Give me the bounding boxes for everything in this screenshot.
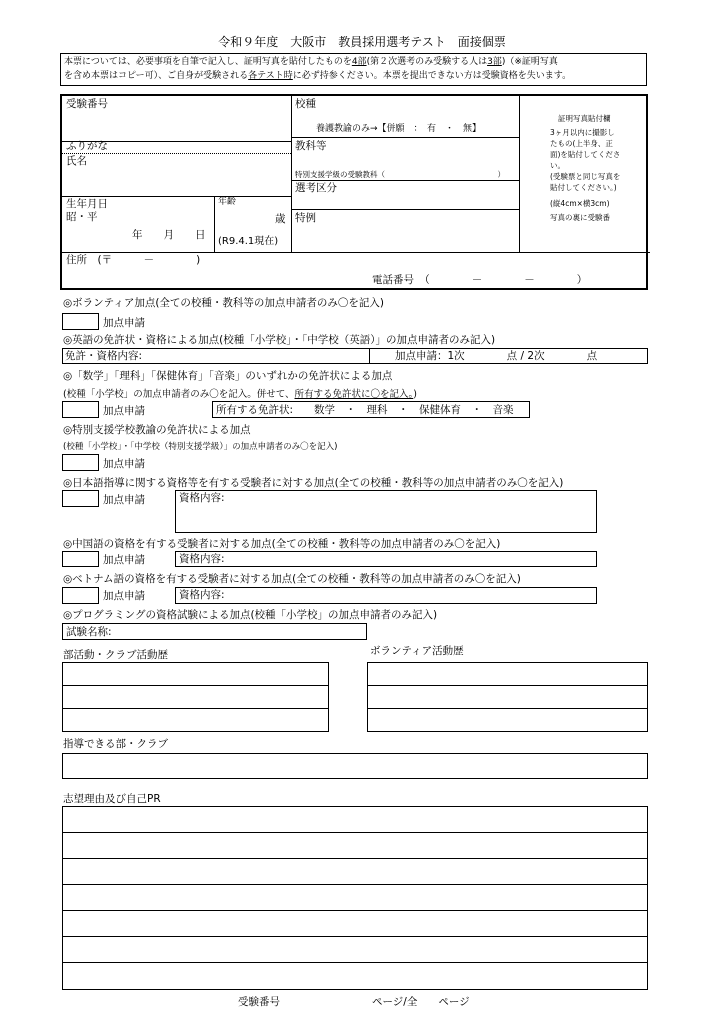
chinese-apply-label: 加点申請 xyxy=(103,554,145,566)
school-type-label: 校種 xyxy=(295,98,316,110)
license-options: 所有する免許状: 数学 ・ 理科 ・ 保健体育 ・ 音楽 xyxy=(216,404,514,416)
photo-note-line: 写真の裏に受験番 xyxy=(550,213,610,222)
programming-heading: ◎プログラミングの資格試験による加点(校種「小学校」の加点申請者のみ記入) xyxy=(63,609,438,621)
age-label: 年齢 xyxy=(218,197,237,207)
birthdate-label: 生年月日 xyxy=(66,198,108,210)
english-points-label: 加点申請：1次 点 / 2次 点 xyxy=(395,350,598,362)
footer-exam-number: 受験番号 xyxy=(238,996,280,1008)
japanese-content-label: 資格内容: xyxy=(179,492,225,504)
photo-note-line: 面)を貼付してくださ xyxy=(550,150,621,159)
special-support-apply-label: 加点申請 xyxy=(103,458,145,470)
vietnamese-apply-box[interactable] xyxy=(62,587,99,604)
date-fields: 年 月 日 xyxy=(132,229,206,241)
photo-note-line: (受験票と同じ写真を xyxy=(550,172,621,181)
chinese-heading: ◎中国語の資格を有する受験者に対する加点(全ての校種・教科等の加点申請者のみ〇を記入) xyxy=(63,538,501,550)
vietnamese-heading: ◎ベトナム語の資格を有する受験者に対する加点(全ての校種・教科等の加点申請者のみ〇を記入) xyxy=(63,573,521,585)
photo-note-line: たもの(上半身、正 xyxy=(550,139,613,148)
exam-number-label: 受験番号 xyxy=(66,98,108,110)
english-row xyxy=(62,348,648,364)
photo-title: 証明写真貼付欄 xyxy=(558,114,611,123)
photo-note-line: 貼付してください。) xyxy=(550,183,617,192)
photo-note-line: い。 xyxy=(550,161,565,170)
club-history-label: 部活動・クラブ活動歴 xyxy=(63,649,168,661)
license-box xyxy=(212,401,530,418)
era-label: 昭・平 xyxy=(66,211,98,223)
volunteer-heading: ◎ボランティア加点(全ての校種・教科等の加点申請者のみ〇を記入) xyxy=(63,297,385,309)
subjects-apply-box[interactable] xyxy=(62,401,99,418)
special-case-label: 特例 xyxy=(295,212,316,224)
japanese-apply-label: 加点申請 xyxy=(103,494,145,506)
furigana-label: ふりがな xyxy=(66,140,108,152)
chinese-content-label: 資格内容: xyxy=(179,553,225,565)
japanese-apply-box[interactable] xyxy=(62,490,99,507)
personal-info-form xyxy=(60,94,648,290)
english-content-label: 免許・資格内容: xyxy=(65,350,143,362)
motivation-label: 志望理由及び自己PR xyxy=(63,793,161,805)
notice-line-2: を含め本票はコピー可）、ご自身が受験される各テスト時に必ず持参ください。本票を提出できない方は受験資格を失います。 xyxy=(64,71,572,81)
coachable-club-box xyxy=(62,753,648,779)
programming-exam-label: 試験名称: xyxy=(66,626,112,638)
yogo-only-note: 養護教諭のみ→【併願 ： 有 ・ 無】 xyxy=(316,124,482,134)
special-support-sub: (校種「小学校」・「中学校（特別支援学級）」の加点申請者のみ〇を記入) xyxy=(63,442,338,452)
volunteer-apply-box[interactable] xyxy=(62,313,99,330)
subject-label: 教科等 xyxy=(295,140,327,152)
club-history-box xyxy=(62,662,329,732)
special-support-heading: ◎特別支援学校教諭の免許状による加点 xyxy=(63,424,251,436)
address-label: 住所 (〒 － ) xyxy=(66,254,201,266)
age-unit: 歳 xyxy=(275,213,286,225)
chinese-content-box xyxy=(175,551,597,567)
volunteer-history-box xyxy=(367,662,648,732)
name-label: 氏名 xyxy=(66,155,87,167)
coachable-club-label: 指導できる部・クラブ xyxy=(63,738,168,750)
footer-pages: ページ/全 ページ xyxy=(372,996,470,1008)
english-heading: ◎英語の免許状・資格による加点(校種「小学校」・「中学校（英語）」の加点申請者のみ記入) xyxy=(63,334,496,346)
japanese-heading: ◎日本語指導に関する資格等を有する受験者に対する加点(全ての校種・教科等の加点申請者のみ〇を記入) xyxy=(63,477,564,489)
vietnamese-apply-label: 加点申請 xyxy=(103,590,145,602)
special-support-apply-box[interactable] xyxy=(62,454,99,471)
subjects-sub: (校種「小学校」の加点申請者のみ〇を記入。併せて、所有する免許状に〇を記入。) xyxy=(63,389,418,400)
volunteer-apply-label: 加点申請 xyxy=(103,317,145,329)
chinese-apply-box[interactable] xyxy=(62,551,99,567)
photo-note-line: (縦4cm×横3cm) xyxy=(550,199,610,208)
phone-label: 電話番号 （ － － ） xyxy=(372,274,588,286)
programming-box xyxy=(62,623,367,640)
page-title: 令和９年度 大阪市 教員採用選考テスト 面接個票 xyxy=(218,35,506,49)
notice-line-1: 本票については、必要事項を自筆で記入し、証明写真を貼付したものを4部(第２次選考のみ受験する人は3部)（※証明写真 xyxy=(64,57,558,67)
category-label: 選考区分 xyxy=(295,182,337,194)
motivation-box xyxy=(62,806,648,990)
notice-box xyxy=(60,53,647,86)
japanese-content-box xyxy=(175,490,597,533)
vietnamese-content-label: 資格内容: xyxy=(179,589,225,601)
subjects-apply-label: 加点申請 xyxy=(103,405,145,417)
special-subject-label: 特別支援学級の受験教科（ ） xyxy=(295,170,505,179)
subjects-heading: ◎「数学」「理科」「保健体育」「音楽」のいずれかの免許状による加点 xyxy=(63,370,393,382)
volunteer-history-label: ボランティア活動歴 xyxy=(370,645,464,657)
vietnamese-content-box xyxy=(175,587,597,604)
photo-note-line: 3ヶ月以内に撮影し xyxy=(550,128,615,137)
age-basis: (R9.4.1現在) xyxy=(218,236,279,247)
